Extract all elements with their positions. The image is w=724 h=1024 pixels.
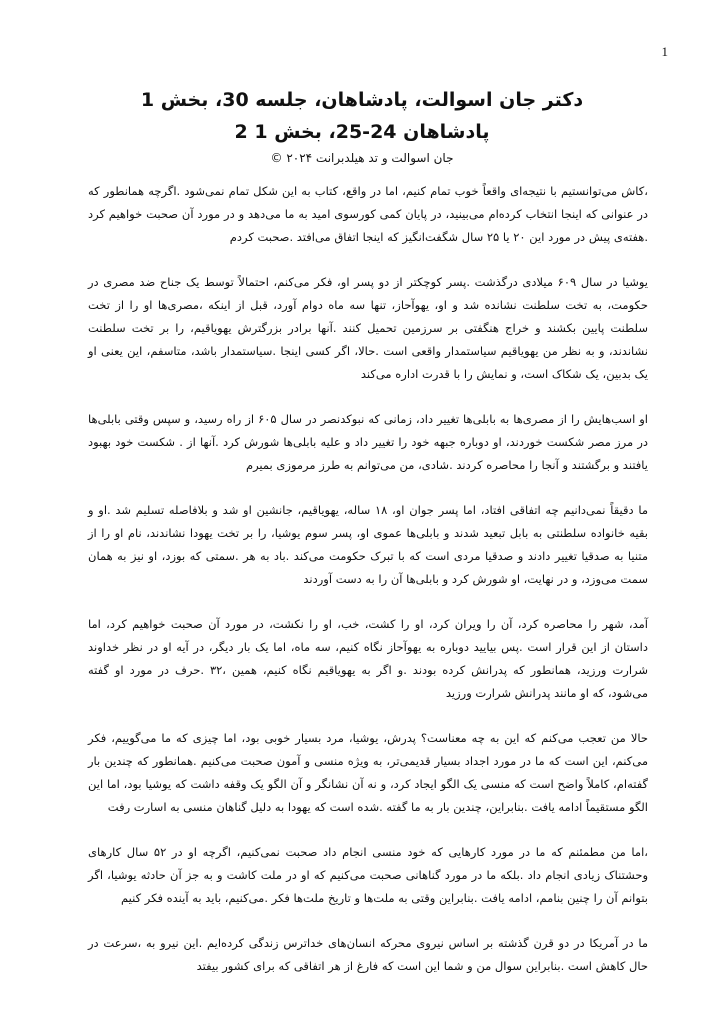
paragraph: او اسب‌هایش را از مصری‌ها به بابلی‌ها تغییر داد، زمانی که نبوکدنصر در سال ۶۰۵ از راه رسید، و سپس وقتی بابلی‌ها در مرز مصر شکست خوردند، او دوباره جبهه خود را تغییر داد و علیه بابلی‌ها شورش کرد .آنها از . شکست خود بهبود یافتند و برگشتند و آنجا را محاصره کردند .شادی، من می‌توانم به طرز مرموزی بمیرم	[88, 412, 648, 472]
document-subtitle: پادشاهان 24-25، بخش 1 2	[234, 121, 490, 143]
paragraph: ،کاش می‌توانستیم با نتیجه‌ای واقعاً خوب تمام کنیم، اما در واقع، کتاب به این شکل تمام نمی‌شود .اگرچه همانطور که در عنوانی که اینجا انتخاب کرده‌ام می‌بینید، در پایان کمی کورسوی امید به ما می‌دهد و در مورد آن صحبت خواهیم کرد .هفته‌ی پیش در مورد این ۲۰ یا ۲۵ سال شگفت‌انگیز که اینجا اتفاق می‌افتد .صحبت کردم	[88, 184, 648, 244]
copyright-line: جان اسوالت و تد هیلدبرانت ۲۰۲۴ ©	[270, 151, 454, 165]
document-body	[88, 180, 648, 1000]
page-number: 1	[661, 44, 668, 59]
paragraph: حالا من تعجب می‌کنم که این به چه معناست؟ پدرش، یوشیا، مرد بسیار خوبی بود، اما چیزی که ما می‌گوییم، فکر می‌کنم، این است که ما در مورد اجداد بسیار قدیمی‌تر، به ویژه منسی و آمون صحبت می‌کنیم .همانطور که چندین بار گفته‌ام، کاملاً واضح است که منسی یک الگو ایجاد کرد، و نه آن نشانگر و آن الگو یک وقفه داشت که یوشیا بود، اما این الگو مستقیماً ادامه یافت .بنابراین، چندین بار به ما گفته .شده است که یهودا به دلیل گناهان منسی به اسارت رفت	[88, 731, 648, 814]
paragraph: یوشیا در سال ۶۰۹ میلادی درگذشت .پسر کوچکتر از دو پسر او، فکر می‌کنم، احتمالاً توسط یک جناح ضد مصری در حکومت، به تخت سلطنت نشانده شد و او، یهوآحاز، تنها سه ماه دوام آورد، قبل از اینکه ،مصری‌ها او را از تخت سلطنت پایین بکشند و خراج هنگفتی بر سرزمین تحمیل کنند .آنها برادر بزرگترش یهویاقیم، را بر تخت سلطنت نشاندند، و به نظر من یهویاقیم سیاستمدار واقعی است .حالا، اگر کسی اینجا .سیاستمدار باشد، متاسفم، این یعنی او یک بدبین، یک شکاک است، و نمایش را با قدرت اداره می‌کند	[88, 275, 648, 381]
paragraph: ،اما من مطمئنم که ما در مورد کارهایی که خود منسی انجام داد صحبت نمی‌کنیم، اگرچه او در ۵۲ سال کارهای وحشتناک زیادی انجام داد .بلکه ما در مورد گناهانی صحبت می‌کنیم که او در ملت کاشت و به جز آن حادثه یوشیا، اگر بتوانم آن را چنین بنامم، ادامه یافت .بنابراین وقتی به ملت‌ها و تاریخ ملت‌ها فکر .می‌کنیم، باید به آینده فکر کنیم	[88, 845, 648, 905]
paragraph: آمد، شهر را محاصره کرد، آن را ویران کرد، او را کشت، خب، او را نکشت، در مورد آن صحبت خواهیم کرد، اما داستان از این قرار است .پس بیایید دوباره به یهوآحاز نگاه کنیم، سه ماه، اما یک بار دیگر، در آیه او در نظر خداوند شرارت ورزید، همانطور که پدرانش کرده بودند .و اگر به یهویاقیم نگاه کنیم، همین ،۳۲ .حرف در مورد او گفته می‌شود، که او مانند پدرانش شرارت ورزید	[88, 617, 648, 700]
paragraph: ما در آمریکا در دو قرن گذشته بر اساس نیروی محرکه انسان‌های خداترس زندگی کرده‌ایم .این نیرو به ،سرعت در حال کاهش است .بنابراین سوال من و شما این است که فارغ از هر اتفاقی که برای کشور بیفتد	[88, 936, 648, 973]
document-title: دکتر جان اسوالت، پادشاهان، جلسه 30، بخش 1	[140, 89, 584, 111]
paragraph: ما دقیقاً نمی‌دانیم چه اتفاقی افتاد، اما پسر جوان او، ۱۸ ساله، یهویاقیم، جانشین او شد و بلافاصله تسلیم شد .او و بقیه خانواده سلطنتی به بابل تبعید شدند و بابلی‌ها عموی او، پسر سوم یوشیا، را بر تخت یهودا نشاندند، نام او را از متنیا به صدقیا تغییر دادند و صدقیا مردی است که با تبرک حکومت می‌کند .باد به هر .سمتی که بوزد، او نیز به همان سمت می‌وزد، و در نهایت، او شورش کرد و بابلی‌ها آن را به دست آوردند	[88, 503, 648, 586]
